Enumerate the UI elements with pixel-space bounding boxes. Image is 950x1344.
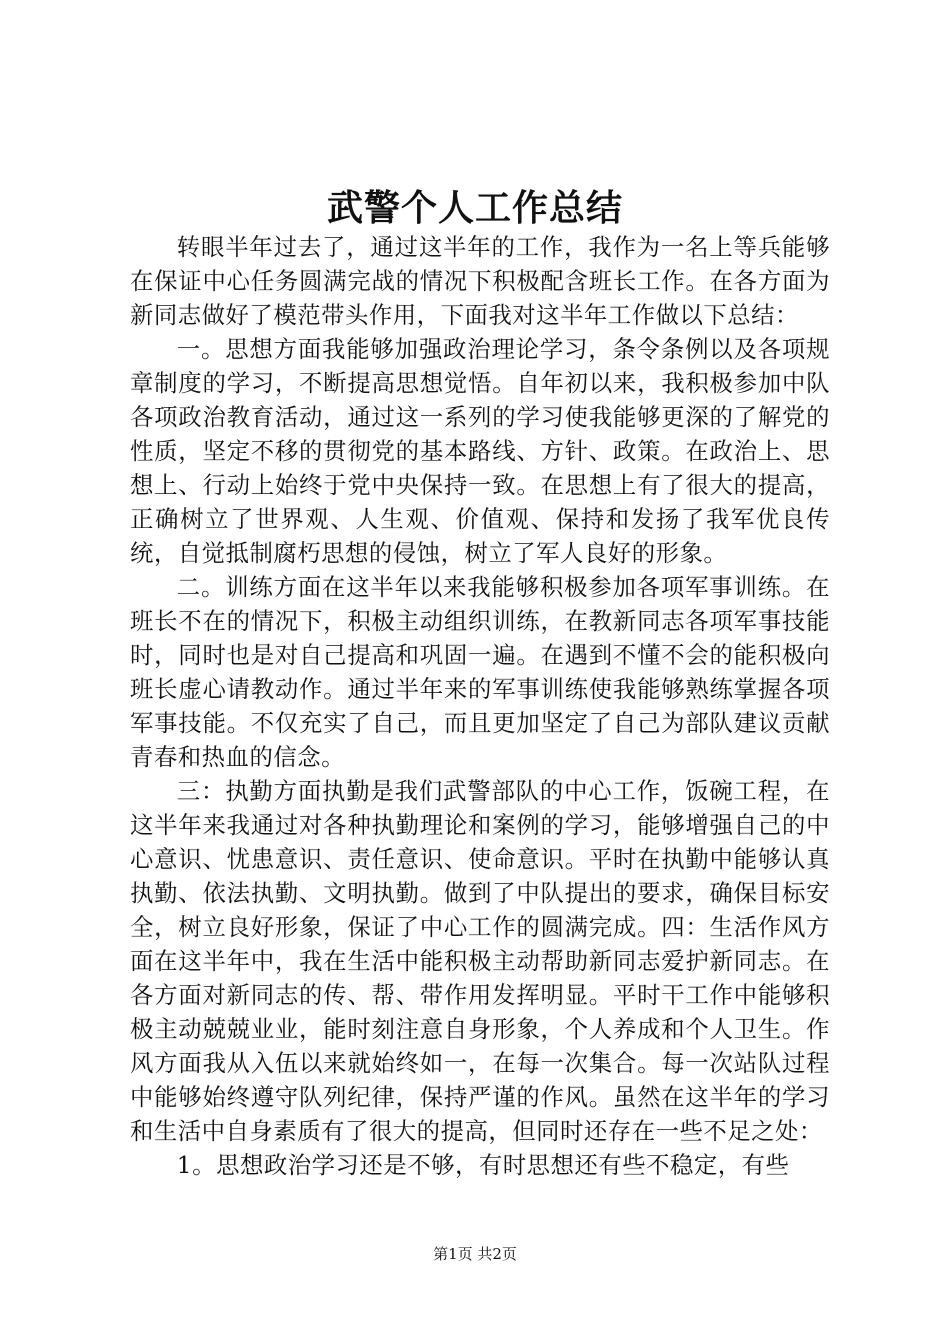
training-paragraph: 二。训练方面在这半年以来我能够积极参加各项军事训练。在班长不在的情况下，积极主动组织训练，在教新同志各项军事技能时，同时也是对自己提高和巩固一遍。在遇到不懂不会的能积极向班长虚心请教动作。通过半年来的军事训练使我能够熟练掌握各项军事技能。不仅充实了自己，而且更加坚定了自己为部队建议贡献青春和热血的信念。: [130, 573, 830, 771]
intro-paragraph: 转眼半年过去了，通过这半年的工作，我作为一名上等兵能够在保证中心任务圆满完战的情况下积极配含班长工作。在各方面为新同志做好了模范带头作用，下面我对这半年工作做以下总结：: [130, 233, 830, 329]
page-number-footer: 第1页 共2页: [433, 1245, 517, 1263]
shortcomings-paragraph: 1。思想政治学习还是不够，有时思想还有些不稳定，有些: [176, 1151, 790, 1179]
thought-paragraph: 一。思想方面我能够加强政治理论学习，条令条例以及各项规章制度的学习，不断提高思想觉悟。自年初以来，我积极参加中队各项政治教育活动，通过这一系列的学习使我能够更深的了解党的性质，坚定不移的贯彻党的基本路线、方针、政策。在政治上、思想上、行动上始终于党中央保持一致。在思想上有了很大的提高，正确树立了世界观、人生观、价值观、保持和发扬了我军优良传统，自觉抵制腐朽思想的侵蚀，树立了军人良好的形象。: [130, 335, 830, 567]
page-title: 武警个人工作总结: [326, 187, 623, 229]
duty-paragraph: 三：执勤方面执勤是我们武警部队的中心工作，饭碗工程，在这半年来我通过对各种执勤理论和案例的学习，能够增强自己的中心意识、忧患意识、责任意识、使命意识。平时在执勤中能够认真执勤、依法执勤、文明执勤。做到了中队提出的要求，确保目标安全，树立良好形象，保证了中心工作的圆满完成。四：生活作风方面在这半年中，我在生活中能积极主动帮助新同志爱护新同志。在各方面对新同志的传、帮、带作用发挥明显。平时干工作中能够积极主动兢兢业业，能时刻注意自身形象，个人养成和个人卫生。作风方面我从入伍以来就始终如一，在每一次集合。每一次站队过程中能够始终遵守队列纪律，保持严谨的作风。虽然在这半年的学习和生活中自身素质有了很大的提高，但同时还存在一些不足之处：: [130, 777, 830, 1145]
document-body: [130, 230, 830, 1182]
